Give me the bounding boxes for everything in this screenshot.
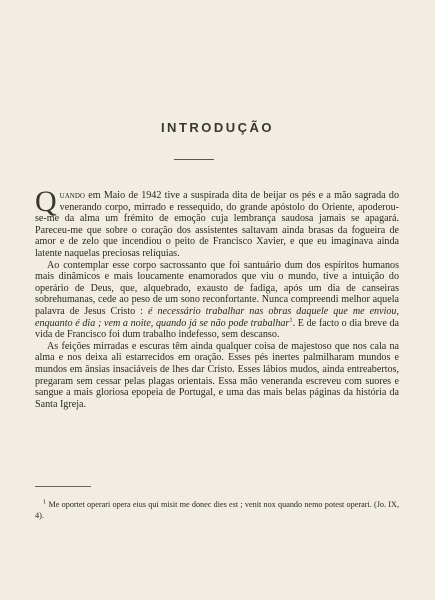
page-title: INTRODUÇÃO — [160, 120, 275, 135]
footnote-entry — [35, 500, 399, 521]
opening-smallcaps: uando — [59, 190, 85, 201]
footnote-ref: 1 — [289, 316, 293, 324]
paragraph-3 — [35, 341, 399, 411]
footnote-text: Me oportet operari opera eius qui misit me donec dies est ; venit nox quando nemo potest operari. (Jo. IX, 4). — [35, 500, 399, 520]
title-divider — [174, 159, 214, 160]
paragraph-2 — [35, 260, 399, 341]
paragraph-2-text-after: . E de facto o dia breve da vida de Francisco foi dum trabalho indefesso, sem descanso. — [35, 317, 400, 341]
paragraph-2-text-before: Ao contemplar esse corpo sacrossanto que foi santuário dum dos espíritos humanos mais dinâmicos e mais loucamente enamorados que viu o mundo, tive a intuição do operário de Deus, que, alquebrado, exausto de fadiga, após um dia de canseiras sobrehumanas, cede ao peso de um sono reconfortante. Nunca compreendi melhor aquela palavra de Jesus Cristo : — [35, 259, 399, 317]
paragraph-1-text: em Maio de 1942 tive a suspirada dita de beijar os pés e a mão sagrada do venerando corpo, mirrado e ressequido, do grande apóstolo do Oriente, apoderou-se-me da alma um frémito de emoção cuja lembrança saudosa jamais se apagará. Pareceu-me que sobre o coração dos assistentes saltavam ainda brasas da fogueira de amor e de zelo que incendiou o peito de Francisco Xavier, e que eu imaginava ainda latente naquelas preciosas relíquias. — [35, 190, 399, 259]
paragraph-1 — [35, 185, 399, 260]
drop-cap: Q — [35, 185, 57, 218]
paragraph-3-text: As feições mirradas e escuras têm ainda qualquer coisa de majestoso que nos cala na alma e nos deixa ali estarrecidos em oração. Esses pés inertes palmilharam mundos e mundos em ânsias insaciáveis de lhes dar Cristo. Esses lábios mudos, ainda entreabertos, pregaram sem cessar pelas plagas orientais. Essa mão veneranda escreveu com suores e sangue a mais gloriosa epopeia de Portugal, e uma das mais belas páginas da história da Santa Igreja. — [35, 340, 399, 410]
footnote — [35, 500, 399, 521]
footnote-divider — [35, 486, 91, 487]
footnote-number: 1 — [43, 498, 47, 506]
scripture-quote: é necessário trabalhar nas obras daquele que me enviou, enquanto é dia ; vem a noite, quando já se não pode trabalhar — [35, 305, 400, 329]
body-text — [35, 185, 400, 410]
